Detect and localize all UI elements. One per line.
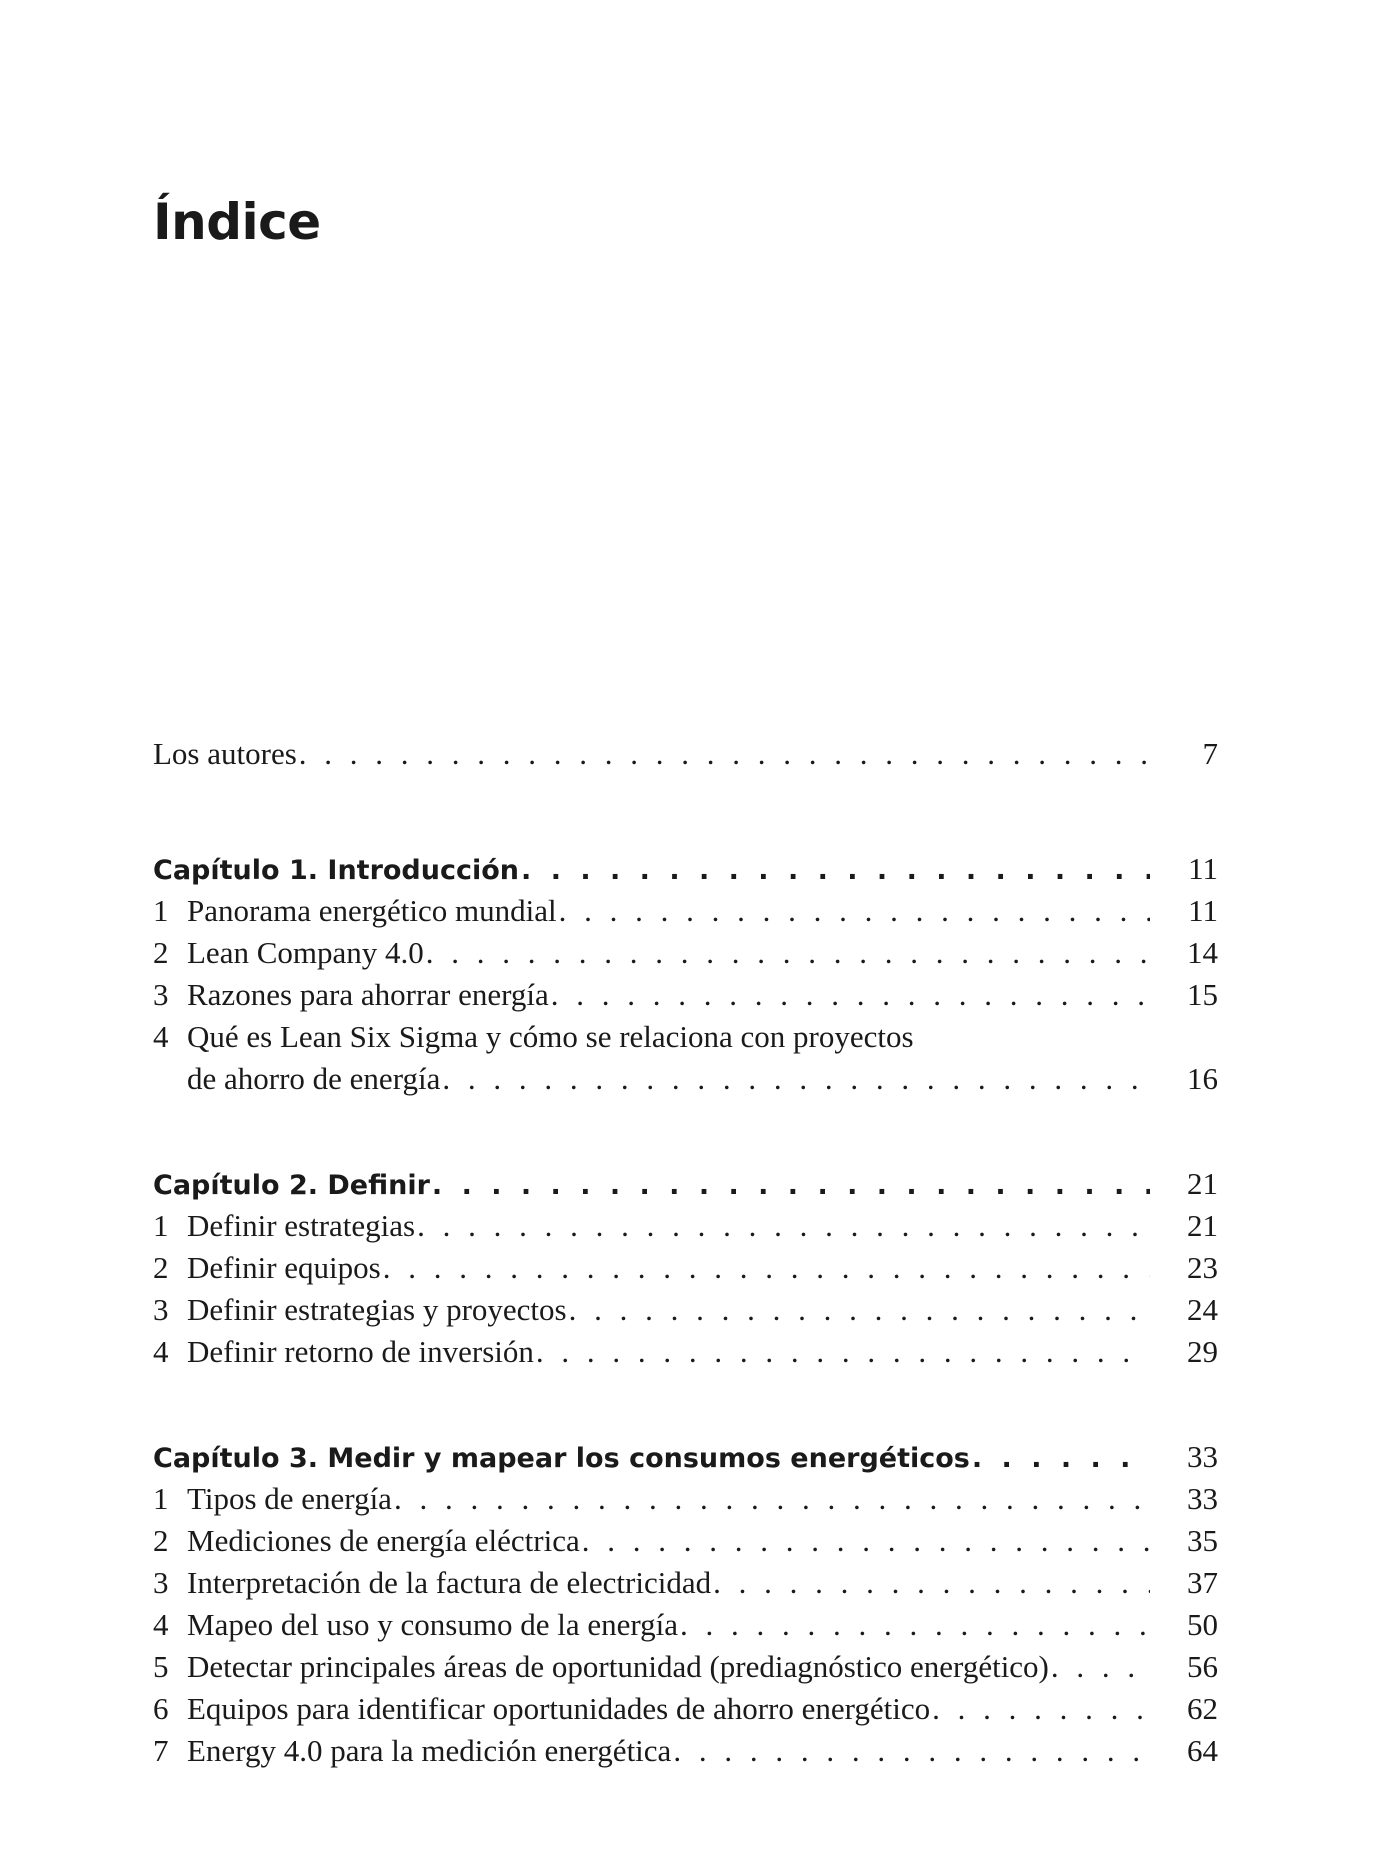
section-number: 3	[153, 977, 169, 1012]
toc-entry-text: Tipos de energía	[187, 1481, 392, 1516]
dot-leader	[569, 1289, 1150, 1331]
table-of-contents	[153, 733, 1218, 1835]
toc-page-number: 11	[1188, 851, 1218, 886]
toc-page-number: 64	[1187, 1733, 1218, 1768]
toc-entry-text: Definir estrategias	[187, 1208, 416, 1243]
dot-leader	[559, 890, 1150, 932]
dot-leader	[432, 1165, 1150, 1207]
toc-entry-text: Razones para ahorrar energía	[187, 977, 549, 1012]
dot-leader	[713, 1562, 1150, 1604]
toc-page-number: 14	[1187, 935, 1218, 970]
toc-entry-text: Mediciones de energía eléctrica	[187, 1523, 580, 1558]
toc-entry[interactable]	[153, 1520, 1218, 1562]
toc-entry[interactable]	[153, 932, 1218, 974]
section-number: 3	[153, 1565, 169, 1600]
dot-leader	[426, 932, 1150, 974]
dot-leader	[551, 974, 1150, 1016]
toc-entry-text: Qué es Lean Six Sigma y cómo se relaciona con proyectos	[187, 1019, 914, 1054]
toc-page-number: 15	[1187, 977, 1218, 1012]
toc-entry[interactable]	[153, 1688, 1218, 1730]
section-number: 4	[153, 1019, 169, 1054]
toc-entry[interactable]	[153, 890, 1218, 932]
toc-chapter-1	[153, 848, 1218, 1100]
toc-page-number: 62	[1187, 1691, 1218, 1726]
toc-page-number: 50	[1187, 1607, 1218, 1642]
section-number: 2	[153, 935, 169, 970]
section-number: 1	[153, 1208, 169, 1243]
dot-leader	[394, 1478, 1150, 1520]
toc-page-number: 37	[1187, 1565, 1218, 1600]
toc-entry-text: Detectar principales áreas de oportunidad (prediagnóstico energético)	[187, 1649, 1049, 1684]
toc-page-number: 35	[1187, 1523, 1218, 1558]
toc-entry-text: Los autores	[153, 736, 297, 771]
toc-page-number: 56	[1187, 1649, 1218, 1684]
toc-entry[interactable]	[153, 1205, 1218, 1247]
dot-leader	[383, 1247, 1150, 1289]
toc-entry[interactable]	[153, 1604, 1218, 1646]
toc-page-number: 21	[1187, 1208, 1218, 1243]
chapter-heading[interactable]	[153, 848, 1218, 890]
toc-chapter-2	[153, 1163, 1218, 1373]
toc-entry-text: Definir estrategias y proyectos	[187, 1292, 567, 1327]
chapter-heading[interactable]	[153, 1163, 1218, 1205]
chapter-heading[interactable]	[153, 1436, 1218, 1478]
toc-entry-text: Equipos para identificar oportunidades de ahorro energético	[187, 1691, 931, 1726]
dot-leader	[521, 850, 1150, 892]
toc-page-number: 7	[1202, 736, 1218, 771]
toc-entry[interactable]	[153, 1289, 1218, 1331]
toc-page-number: 21	[1187, 1166, 1218, 1201]
toc-entry-authors[interactable]	[153, 733, 1218, 775]
toc-entry[interactable]	[153, 1562, 1218, 1604]
section-number: 6	[153, 1691, 169, 1726]
toc-entry[interactable]	[153, 1478, 1218, 1520]
toc-entry[interactable]	[153, 1646, 1218, 1688]
section-number: 7	[153, 1733, 169, 1768]
toc-page-number: 16	[1187, 1061, 1218, 1096]
toc-front-matter	[153, 733, 1218, 775]
toc-entry-text: Energy 4.0 para la medición energética	[187, 1733, 672, 1768]
section-number: 3	[153, 1292, 169, 1327]
toc-page-number: 23	[1187, 1250, 1218, 1285]
chapter-title: Capítulo 1. Introducción	[153, 855, 520, 886]
toc-entry[interactable]	[153, 974, 1218, 1016]
section-number: 1	[153, 1481, 169, 1516]
section-number: 5	[153, 1649, 169, 1684]
toc-entry[interactable]	[153, 1730, 1218, 1772]
toc-page-number: 33	[1187, 1481, 1218, 1516]
toc-entry-text: Mapeo del uso y consumo de la energía	[187, 1607, 678, 1642]
toc-page-number: 29	[1187, 1334, 1218, 1369]
dot-leader	[972, 1438, 1150, 1480]
dot-leader	[299, 733, 1150, 775]
dot-leader	[582, 1520, 1150, 1562]
section-number: 2	[153, 1250, 169, 1285]
section-number: 4	[153, 1607, 169, 1642]
page-title: Índice	[153, 193, 321, 251]
toc-entry[interactable]	[153, 1331, 1218, 1373]
section-number: 4	[153, 1334, 169, 1369]
toc-page-number: 11	[1188, 893, 1218, 928]
toc-entry-text: de ahorro de energía	[187, 1061, 441, 1096]
toc-entry-continuation[interactable]	[153, 1058, 1218, 1100]
chapter-title: Capítulo 2. Definir	[153, 1170, 430, 1201]
toc-entry-text: Interpretación de la factura de electricidad	[187, 1565, 712, 1600]
dot-leader	[536, 1331, 1150, 1373]
chapter-title: Capítulo 3. Medir y mapear los consumos energéticos	[153, 1443, 970, 1474]
section-number: 1	[153, 893, 169, 928]
dot-leader	[1051, 1646, 1150, 1688]
dot-leader	[673, 1730, 1150, 1772]
toc-entry-text: Definir equipos	[187, 1250, 381, 1285]
toc-entry[interactable]	[153, 1016, 1218, 1058]
toc-entry[interactable]	[153, 1247, 1218, 1289]
toc-page-number: 24	[1187, 1292, 1218, 1327]
dot-leader	[932, 1688, 1150, 1730]
toc-entry-text: Lean Company 4.0	[187, 935, 424, 970]
dot-leader	[680, 1604, 1150, 1646]
toc-chapter-3	[153, 1436, 1218, 1772]
toc-page-number: 33	[1187, 1439, 1218, 1474]
dot-leader	[442, 1058, 1150, 1100]
toc-entry-text: Definir retorno de inversión	[187, 1334, 534, 1369]
dot-leader	[417, 1205, 1150, 1247]
toc-entry-text: Panorama energético mundial	[187, 893, 557, 928]
section-number: 2	[153, 1523, 169, 1558]
